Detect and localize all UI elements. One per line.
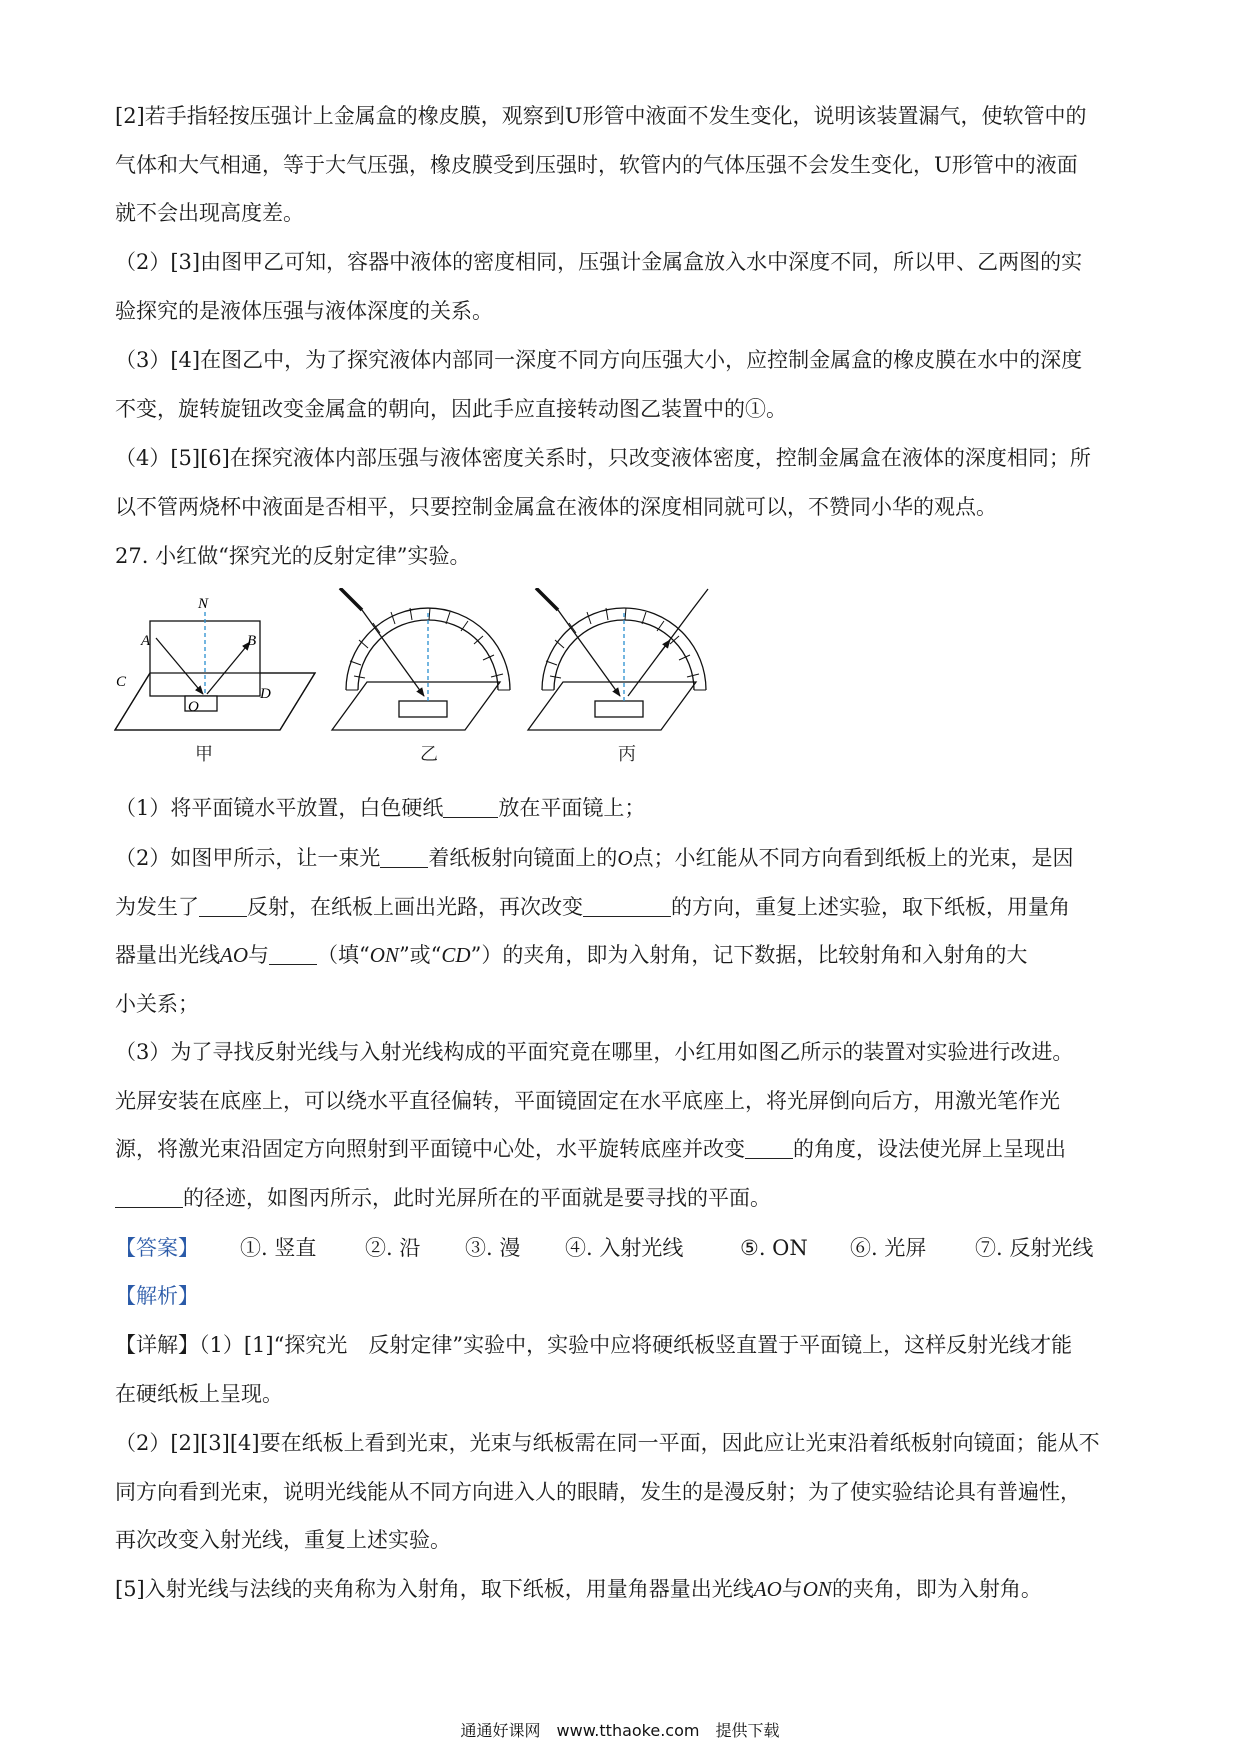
answer-blank-7 <box>115 1186 183 1208</box>
answer-label: 【答案】 <box>115 1236 199 1260</box>
text: 的夹角，即为入射角。 <box>831 1577 1042 1601</box>
answer-item: ③. 漫 <box>465 1236 521 1260</box>
figure-drawing <box>110 588 810 768</box>
caption-jia: 甲 <box>195 744 213 765</box>
reflection-experiment-figure <box>110 588 810 768</box>
text: 的径迹，如图丙所示，此时光屏所在的平面就是要寻找的平面。 <box>183 1185 771 1210</box>
answer-item: ②. 沿 <box>365 1236 421 1260</box>
answer-blank-2 <box>380 846 428 868</box>
label-n: N <box>198 596 209 612</box>
laser-pen-bing <box>536 588 558 610</box>
text: 点；小红能从不同方向看到纸板上的光束，是因 <box>632 846 1074 870</box>
text-line: （4）[5][6]在探究液体内部压强与液体密度关系时，只改变液体密度，控制金属盒在液体的深度相同；所 <box>115 446 1091 470</box>
text: 的方向，重复上述实验，取下纸板，用量角 <box>671 894 1070 919</box>
text: 在硬纸板上呈现。 <box>115 1381 283 1406</box>
text-line: 就不会出现高度差。 <box>115 201 304 225</box>
answer-blank-5 <box>269 943 317 965</box>
figure-bing <box>528 588 708 730</box>
text: 与 <box>781 1577 803 1601</box>
text: 放在平面镜上； <box>498 796 646 820</box>
line-cd: CD <box>441 943 471 967</box>
solution-paragraph-3 <box>115 336 1125 433</box>
text: （填“ <box>317 943 370 967</box>
incident-ray-bing <box>558 610 620 696</box>
line-on: ON <box>802 1577 832 1601</box>
text: 与 <box>248 943 269 967</box>
caption-bing: 丙 <box>618 744 636 765</box>
question-title-text: 27. 小红做“探究光的反射定律”实验。 <box>115 544 471 568</box>
analysis-paragraph-3 <box>115 1565 1125 1614</box>
text: 源，将激光束沿固定方向照射到平面镜中心处，水平旋转底座并改变 <box>115 1137 745 1161</box>
text: 光屏安装在底座上，可以绕水平直径偏转，平面镜固定在水平底座上，将光屏倒向后方，用激光笔作光 <box>115 1088 1060 1113</box>
text: 着纸板射向镜面上的 <box>428 846 618 870</box>
text-line: （2）[3]由图甲乙可知，容器中液体的密度相同，压强计金属盒放入水中深度不同，所以甲、乙两图的实 <box>115 250 1083 274</box>
incident-ray-yi <box>362 610 424 696</box>
question-part-2 <box>115 834 1125 1028</box>
question-part-1 <box>115 784 1125 833</box>
text-line: 气体和大气相通，等于大气压强，橡皮膜受到压强时，软管内的气体压强不会发生变化，U形管中的液面 <box>115 152 1078 177</box>
page-footer: 通通好课网 www.tthaoke.com 提供下载 <box>460 1721 780 1740</box>
text: 同方向看到光束，说明光线能从不同方向进入人的眼睛，发生的是漫反射；为了使实验结论具有普遍性， <box>115 1479 1081 1504</box>
label-d: D <box>260 686 271 702</box>
analysis-label-block <box>115 1272 1125 1321</box>
answer-item: ①. 竖直 <box>240 1236 317 1260</box>
solution-paragraph-2 <box>115 238 1125 335</box>
text-line: 以不管两烧杯中液面是否相平，只要控制金属盒在液体的深度相同就可以，不赞同小华的观点。 <box>115 494 997 519</box>
text: 小关系； <box>115 991 199 1016</box>
detail-label: 【详解】 <box>115 1333 199 1357</box>
text-line: 验探究的是液体压强与液体深度的关系。 <box>115 298 493 323</box>
question-part-3 <box>115 1028 1125 1222</box>
text: ”或“ <box>398 943 442 967</box>
reflected-ray-extension <box>692 589 708 610</box>
text: 再次改变入射光线，重复上述实验。 <box>115 1528 451 1552</box>
mirror-patch-yi <box>399 701 447 717</box>
figure-jia <box>115 612 315 730</box>
text-line: [2]若手指轻按压强计上金属盒的橡皮膜，观察到U形管中液面不发生变化，说明该装置漏气，使软管中的 <box>115 104 1087 128</box>
analysis-paragraph-2 <box>115 1419 1125 1565</box>
text: 为发生了 <box>115 894 199 919</box>
question-title <box>115 532 1125 581</box>
text: 的角度，设法使光屏上呈现出 <box>793 1137 1066 1161</box>
text: （2）[2][3][4]要在纸板上看到光束，光束与纸板需在同一平面，因此应让光束沿着纸板射向镜面；能从不 <box>115 1431 1100 1455</box>
text: ”）的夹角，即为入射角，记下数据，比较射角和入射角的大 <box>470 943 1028 967</box>
answer-blank-3 <box>199 895 247 917</box>
text: 反射，在纸板上画出光路，再次改变 <box>247 894 583 919</box>
label-b: B <box>247 633 257 649</box>
solution-paragraph-1 <box>115 92 1125 238</box>
figure-yi <box>332 588 510 730</box>
answer-item: ⑥. 光屏 <box>850 1236 927 1260</box>
label-o: O <box>188 699 199 715</box>
caption-yi: 乙 <box>420 744 438 765</box>
point-o: O <box>617 846 633 870</box>
answer-blank-6 <box>745 1137 793 1159</box>
line-ao: AO <box>220 943 248 967</box>
label-a: A <box>141 633 151 649</box>
text: [5]入射光线与法线的夹角称为入射角，取下纸板，用量角器量出光线 <box>115 1577 754 1601</box>
answer-item: ④. 入射光线 <box>565 1236 684 1260</box>
answer-item: ⑦. 反射光线 <box>975 1236 1094 1260</box>
mirror-patch-bing <box>595 701 643 717</box>
text: （2）如图甲所示，让一束光 <box>115 846 381 870</box>
text: （3）为了寻找反射光线与入射光线构成的平面究竟在哪里，小红用如图乙所示的装置对实验进行改进。 <box>115 1040 1074 1064</box>
answer-item: ⑤. ON <box>740 1236 808 1260</box>
analysis-label: 【解析】 <box>115 1284 199 1308</box>
analysis-paragraph-1 <box>115 1321 1125 1418</box>
solution-paragraph-4 <box>115 434 1125 531</box>
answer-blank-4 <box>583 895 671 917</box>
line-ao: AO <box>753 1577 782 1601</box>
laser-pen-yi <box>340 588 362 610</box>
answer-blank-1 <box>443 796 498 818</box>
label-c: C <box>116 674 127 690</box>
line-on: ON <box>369 943 399 967</box>
text-line: （3）[4]在图乙中，为了探究液体内部同一深度不同方向压强大小，应控制金属盒的橡皮膜在水中的深度 <box>115 348 1083 372</box>
text: （1）将平面镜水平放置，白色硬纸 <box>115 796 444 820</box>
text: （1）[1]“探究光 反射定律”实验中，实验中应将硬纸板竖直置于平面镜上，这样反射光线才能 <box>199 1333 1073 1357</box>
text: 器量出光线 <box>115 943 220 967</box>
text-line: 不变，旋转旋钮改变金属盒的朝向，因此手应直接转动图乙装置中的①。 <box>115 396 787 421</box>
